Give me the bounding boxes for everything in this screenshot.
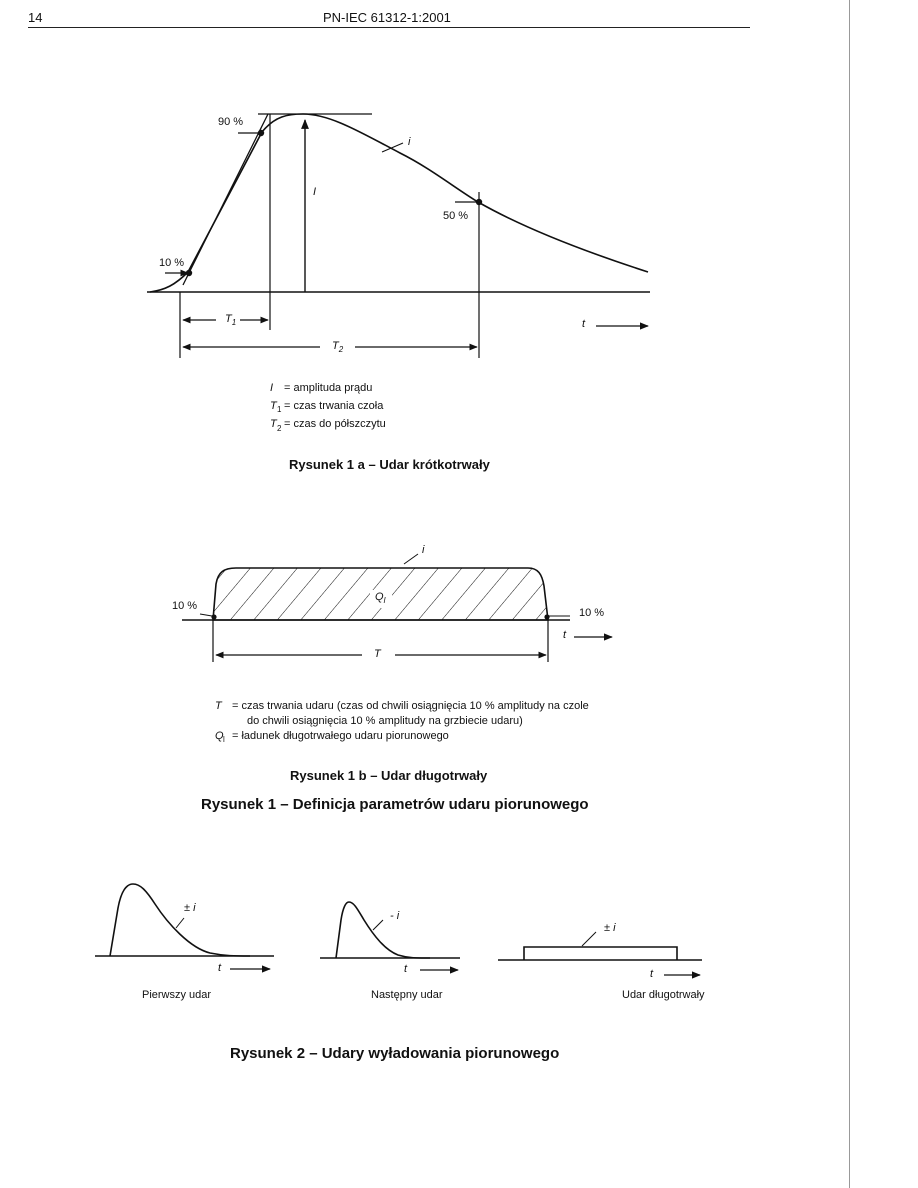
legend-row: $T_2$ = czas do półszczytu <box>270 418 386 433</box>
fig1b-label-current: i <box>422 544 425 556</box>
fig1a-label-current: i <box>408 136 411 148</box>
fig1a-label-time: t <box>582 318 586 330</box>
fig1b-caption: Rysunek 1 b – Udar długotrwały <box>290 768 488 783</box>
fig1b-label-10-right: 10 % <box>579 607 605 619</box>
fig1a-front-line <box>183 114 268 285</box>
fig1a-caption: Rysunek 1 a – Udar krótkotrwały <box>289 457 490 472</box>
fig2-p1-curve <box>110 884 250 956</box>
legend-row: $Q_l$ = ładunek długotrwałego udaru piorunowego <box>215 730 449 745</box>
fig1b-point-right <box>544 614 549 619</box>
figure-2-diagram <box>0 860 918 990</box>
fig1b-legend <box>215 699 589 747</box>
page-number: 14 <box>28 10 43 25</box>
legend-row: T = czas trwania udaru (czas od chwili osiągnięcia 10 % amplitudy na czole <box>215 700 589 712</box>
fig1a-current-curve <box>150 114 648 292</box>
fig2-p2-time-label: t <box>404 963 408 975</box>
fig2-p1-time-label: t <box>218 962 222 974</box>
legend-row: $T_1$ = czas trwania czoła <box>270 400 384 415</box>
fig2-caption: Rysunek 2 – Udary wyładowania piorunowego <box>230 1045 560 1062</box>
fig2-p1-name: Pierwszy udar <box>142 989 212 1001</box>
fig1a-label-90: 90 % <box>218 116 244 128</box>
fig2-p3-pulse <box>524 947 677 960</box>
fig2-p2-leader <box>373 920 383 930</box>
fig1a-label-50: 50 % <box>443 210 469 222</box>
fig1b-point-left <box>211 614 216 619</box>
fig2-p1-current-label: ± i <box>184 902 196 914</box>
standard-id: PN-IEC 61312-1:2001 <box>323 10 451 25</box>
fig1b-label-charge: $Q_l$ <box>375 591 386 606</box>
fig2-p3-time-label: t <box>650 968 654 980</box>
fig1b-label-time: t <box>563 629 567 641</box>
legend-row: do chwili osiągnięcia 10 % amplitudy na grzbiecie udaru) <box>247 715 523 727</box>
fig1a-label-amplitude: I <box>313 186 317 198</box>
fig1b-pointer-left <box>200 614 212 616</box>
fig2-p3-current-label: ± i <box>604 922 616 934</box>
fig2-p2-name: Następny udar <box>371 989 443 1001</box>
figure-1b-diagram <box>0 530 918 670</box>
fig1a-label-t2: $T_2$ <box>332 340 344 355</box>
fig2-p3-leader <box>582 932 596 946</box>
fig1b-label-10-left: 10 % <box>172 600 198 612</box>
fig1b-label-duration: T <box>374 648 381 660</box>
fig1b-i-leader <box>404 554 418 564</box>
fig1-caption: Rysunek 1 – Definicja parametrów udaru piorunowego <box>201 796 589 813</box>
fig2-p2-current-label: - i <box>390 910 400 922</box>
fig1a-legend <box>270 381 386 436</box>
legend-row: I = amplituda prądu <box>270 382 373 394</box>
fig1a-label-10: 10 % <box>159 257 185 269</box>
figure-1a-diagram <box>0 0 918 370</box>
fig2-p1-leader <box>176 918 184 928</box>
fig2-p2-curve <box>336 902 430 958</box>
fig2-p3-name: Udar długotrwały <box>622 989 705 1001</box>
fig1a-label-t1: $T_1$ <box>225 313 237 328</box>
